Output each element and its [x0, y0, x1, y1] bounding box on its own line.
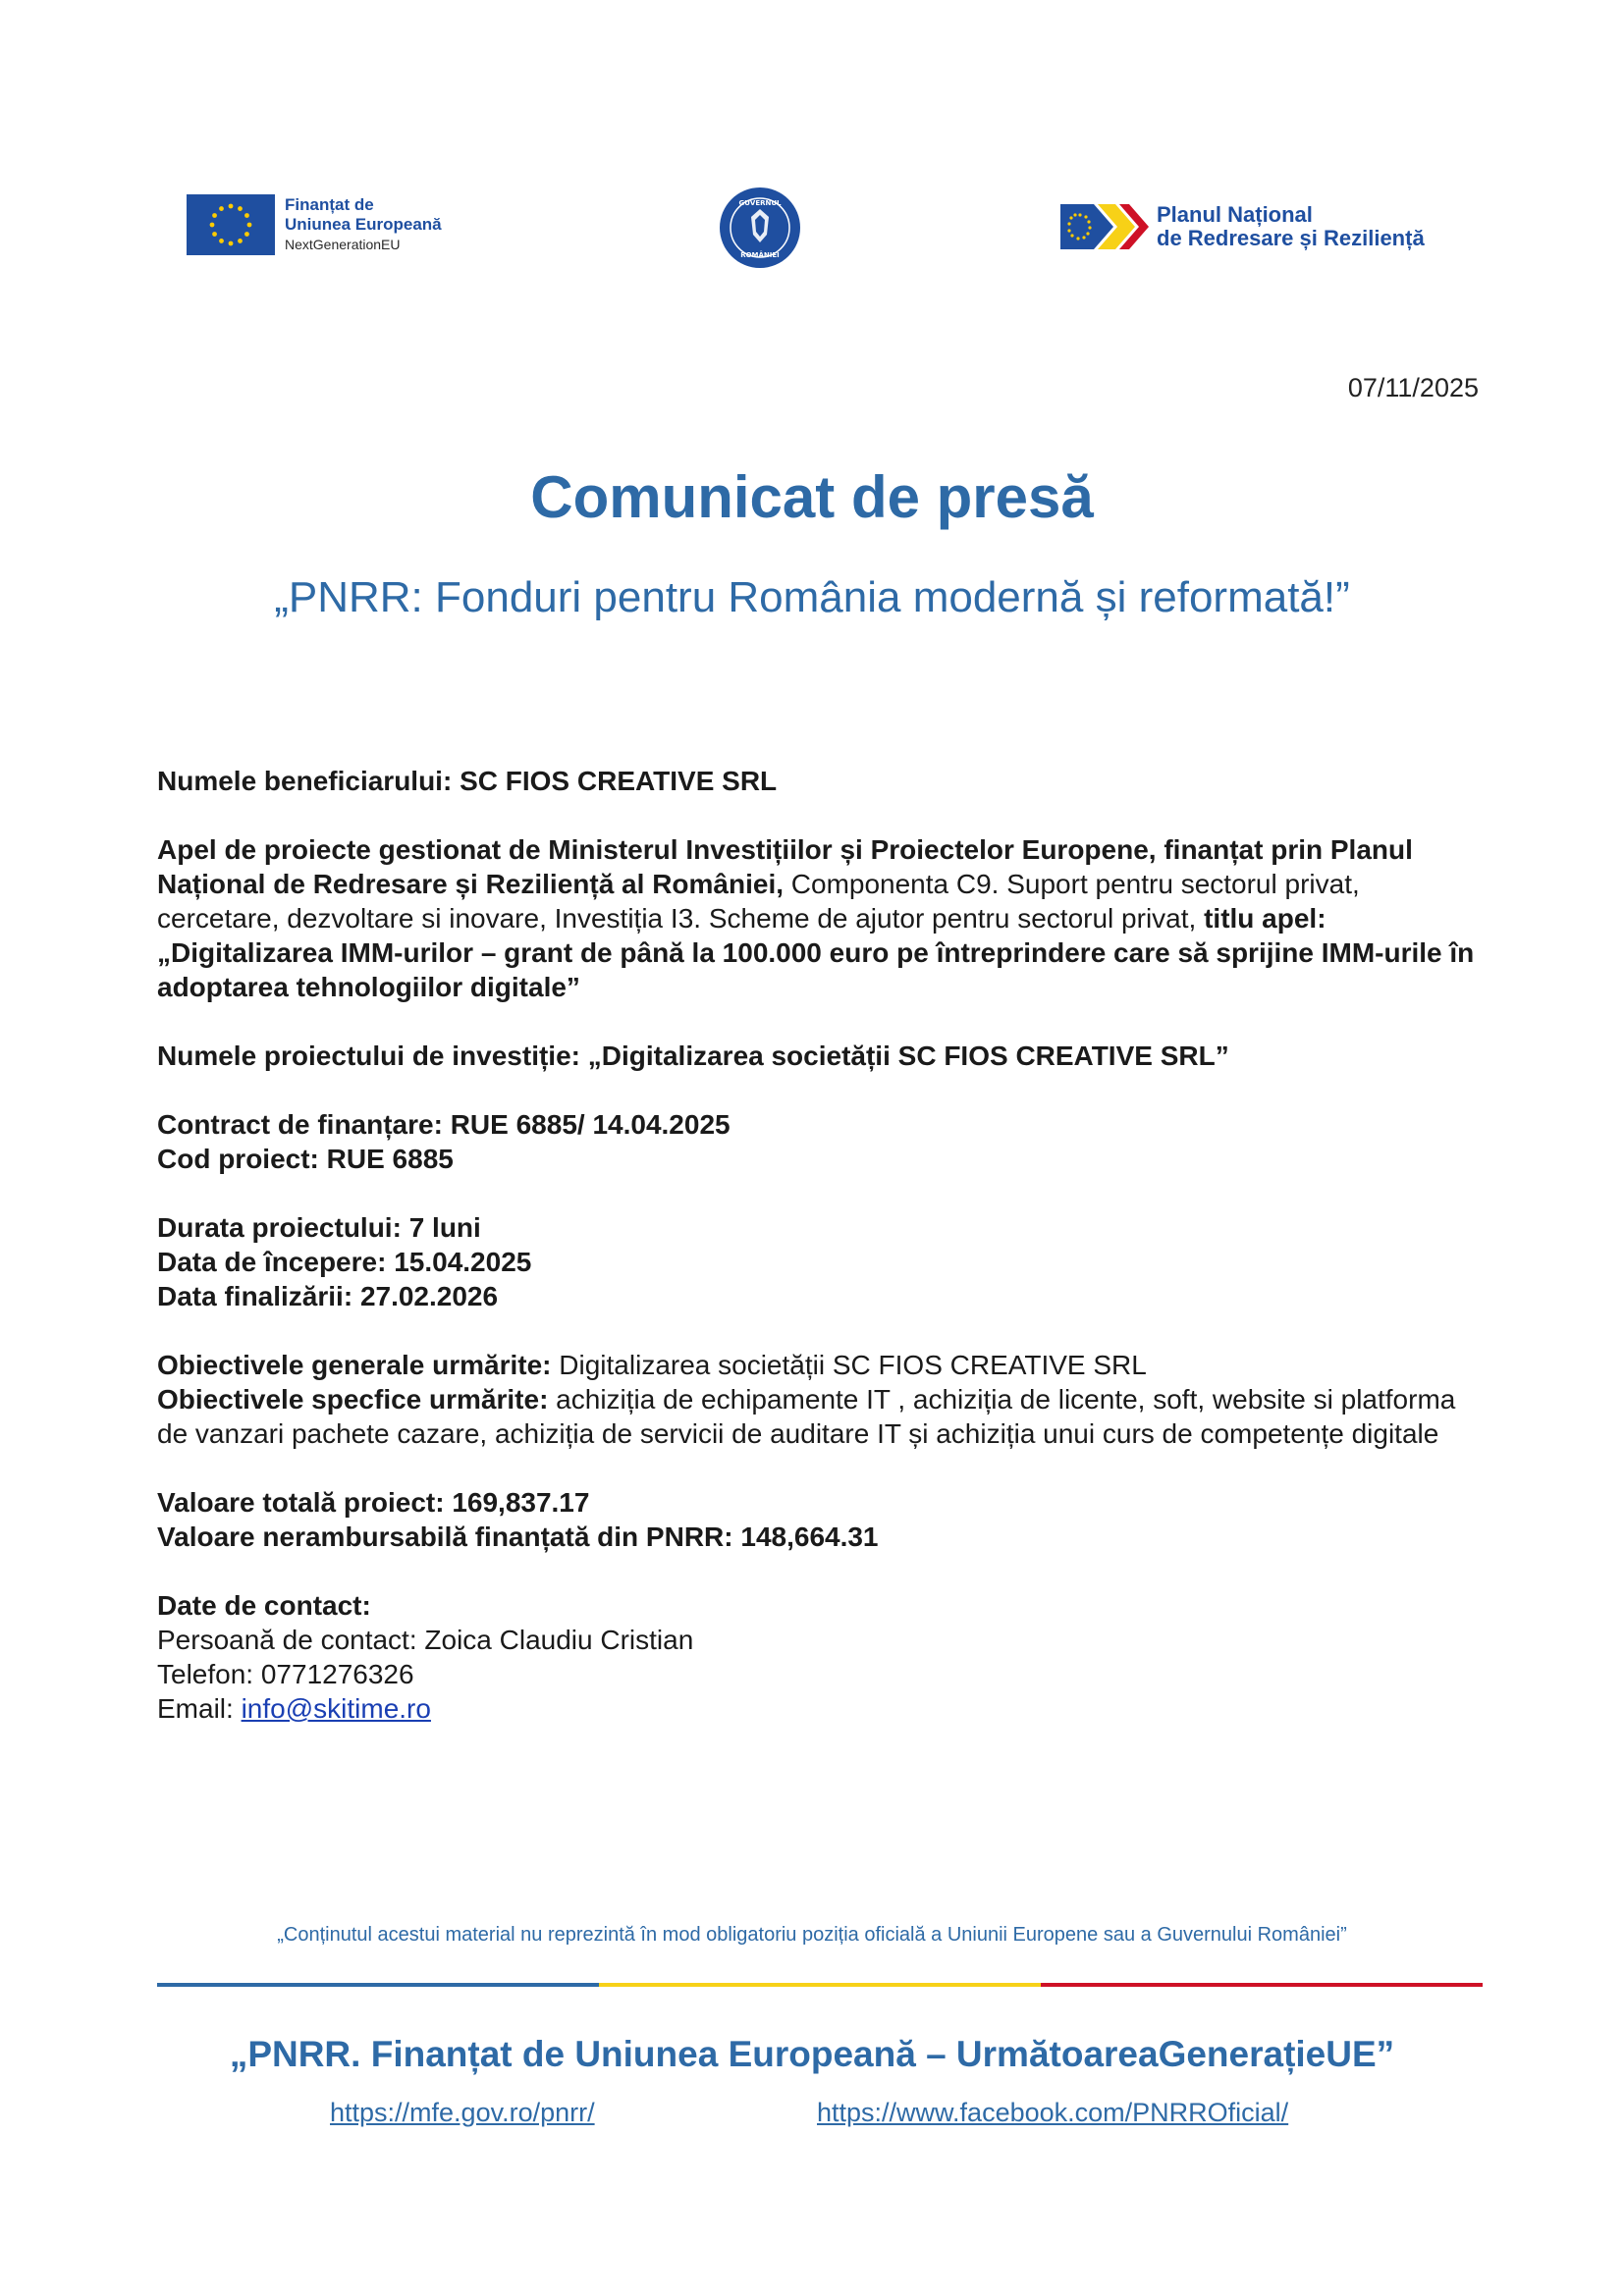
page-title: Comunicat de presă	[530, 464, 1094, 530]
eu-star-icon	[244, 213, 249, 218]
eu-star-icon	[219, 206, 224, 211]
start-date: Data de începere: 15.04.2025	[157, 1247, 532, 1277]
eu-star-icon	[219, 239, 224, 243]
contract-line: Contract de finanțare: RUE 6885/ 14.04.2025	[157, 1109, 731, 1140]
general-objectives-value: Digitalizarea societății SC FIOS CREATIVE SRL	[551, 1350, 1147, 1380]
value-block	[157, 1485, 1483, 1554]
project-code: Cod proiect: RUE 6885	[157, 1144, 454, 1174]
eu-flag-icon	[187, 194, 275, 255]
pnrr-logo-line-1: Planul Național	[1157, 202, 1313, 227]
eu-star-icon	[247, 223, 252, 228]
tricolor-divider	[157, 1983, 1483, 1987]
specific-objectives-label: Obiectivele specfice urmărite:	[157, 1384, 549, 1415]
general-objectives-label: Obiectivele generale urmărite:	[157, 1350, 552, 1380]
beneficiary-paragraph	[157, 764, 1483, 798]
total-value: Valoare totală proiect: 169,837.17	[157, 1487, 590, 1518]
contact-person: Persoană de contact: Zoica Claudiu Cristian	[157, 1625, 694, 1655]
contact-block	[157, 1588, 1483, 1726]
press-release-body	[157, 764, 1483, 1760]
footer-link-mfe[interactable]: https://mfe.gov.ro/pnrr/	[330, 2098, 595, 2127]
eu-logo-line-2: Uniunea Europeană	[285, 215, 442, 234]
divider-yellow	[599, 1983, 1041, 1987]
specific-objectives-value: achiziția de echipamente IT , achiziția de licente, soft, website si platforma de vanzari pachete cazare, achiziția de servicii de auditare IT și achiziția unui curs de competențe digitale	[157, 1384, 1456, 1449]
divider-blue	[157, 1983, 599, 1987]
call-text-normal: Componenta C9. Suport pentru sectorul privat, cercetare, dezvoltare si inovare, Investiția I3. Scheme de ajutor pentru sectorul privat,	[157, 869, 1360, 934]
call-text-bold: Apel de proiecte gestionat de Ministerul Investițiilor și Proiectelor Europene, finanțat prin Planul Național de Redresare și Reziliență al României,	[157, 834, 1413, 899]
svg-text:ROMÂNIEI: ROMÂNIEI	[740, 251, 780, 259]
pnrr-arrow-icon	[1060, 200, 1149, 253]
contact-heading: Date de contact:	[157, 1590, 371, 1621]
call-paragraph	[157, 832, 1483, 1004]
eu-funding-logo	[187, 194, 442, 255]
contact-email-link[interactable]: info@skitime.ro	[241, 1693, 431, 1724]
project-duration: Durata proiectului: 7 luni	[157, 1212, 481, 1243]
eu-star-icon	[238, 206, 243, 211]
eu-star-icon	[229, 241, 234, 246]
eu-star-icon	[244, 232, 249, 237]
duration-block	[157, 1210, 1483, 1313]
eu-star-icon	[238, 239, 243, 243]
svg-text:GUVERNUL: GUVERNUL	[738, 199, 782, 207]
end-date: Data finalizării: 27.02.2026	[157, 1281, 499, 1311]
pnrr-logo	[1060, 200, 1425, 253]
grant-value: Valoare nerambursabilă finanțată din PNRR: 148,664.31	[157, 1522, 879, 1552]
eu-logo-line-3: NextGenerationEU	[285, 237, 401, 252]
contract-block	[157, 1107, 1483, 1176]
document-date: 07/11/2025	[1347, 373, 1479, 402]
disclaimer: „Conținutul acestui material nu reprezintă în mod obligatoriu poziția oficială a Uniunii Europene sau a Guvernului României”	[277, 1924, 1347, 1946]
project-name: Numele proiectului de investiție: „Digitalizarea societății SC FIOS CREATIVE SRL”	[157, 1041, 1229, 1071]
footer-slogan: „PNRR. Finanțat de Uniunea Europeană – UrmătoareaGenerațieUE”	[229, 2034, 1395, 2074]
eu-star-icon	[212, 213, 217, 218]
eu-star-icon	[229, 204, 234, 209]
eu-star-icon	[212, 232, 217, 237]
beneficiary-label: Numele beneficiarului:	[157, 766, 453, 796]
footer-link-facebook[interactable]: https://www.facebook.com/PNRROficial/	[817, 2098, 1289, 2127]
divider-red	[1041, 1983, 1483, 1987]
pnrr-logo-line-2: de Redresare și Reziliență	[1157, 226, 1425, 250]
beneficiary-value: SC FIOS CREATIVE SRL	[460, 766, 778, 796]
objectives-block	[157, 1348, 1483, 1451]
page-subtitle: „PNRR: Fonduri pentru România modernă și reformată!”	[274, 573, 1350, 621]
call-title: titlu apel: „Digitalizarea IMM-urilor – grant de până la 100.000 euro pe întreprindere care să sprijine IMM-urile în adoptarea tehnologiilor digitale”	[157, 903, 1475, 1002]
contact-email-label: Email:	[157, 1693, 242, 1724]
government-seal-icon	[718, 186, 802, 270]
contact-phone: Telefon: 0771276326	[157, 1659, 414, 1689]
eu-logo-line-1: Finanțat de	[285, 195, 374, 214]
eu-star-icon	[210, 223, 215, 228]
